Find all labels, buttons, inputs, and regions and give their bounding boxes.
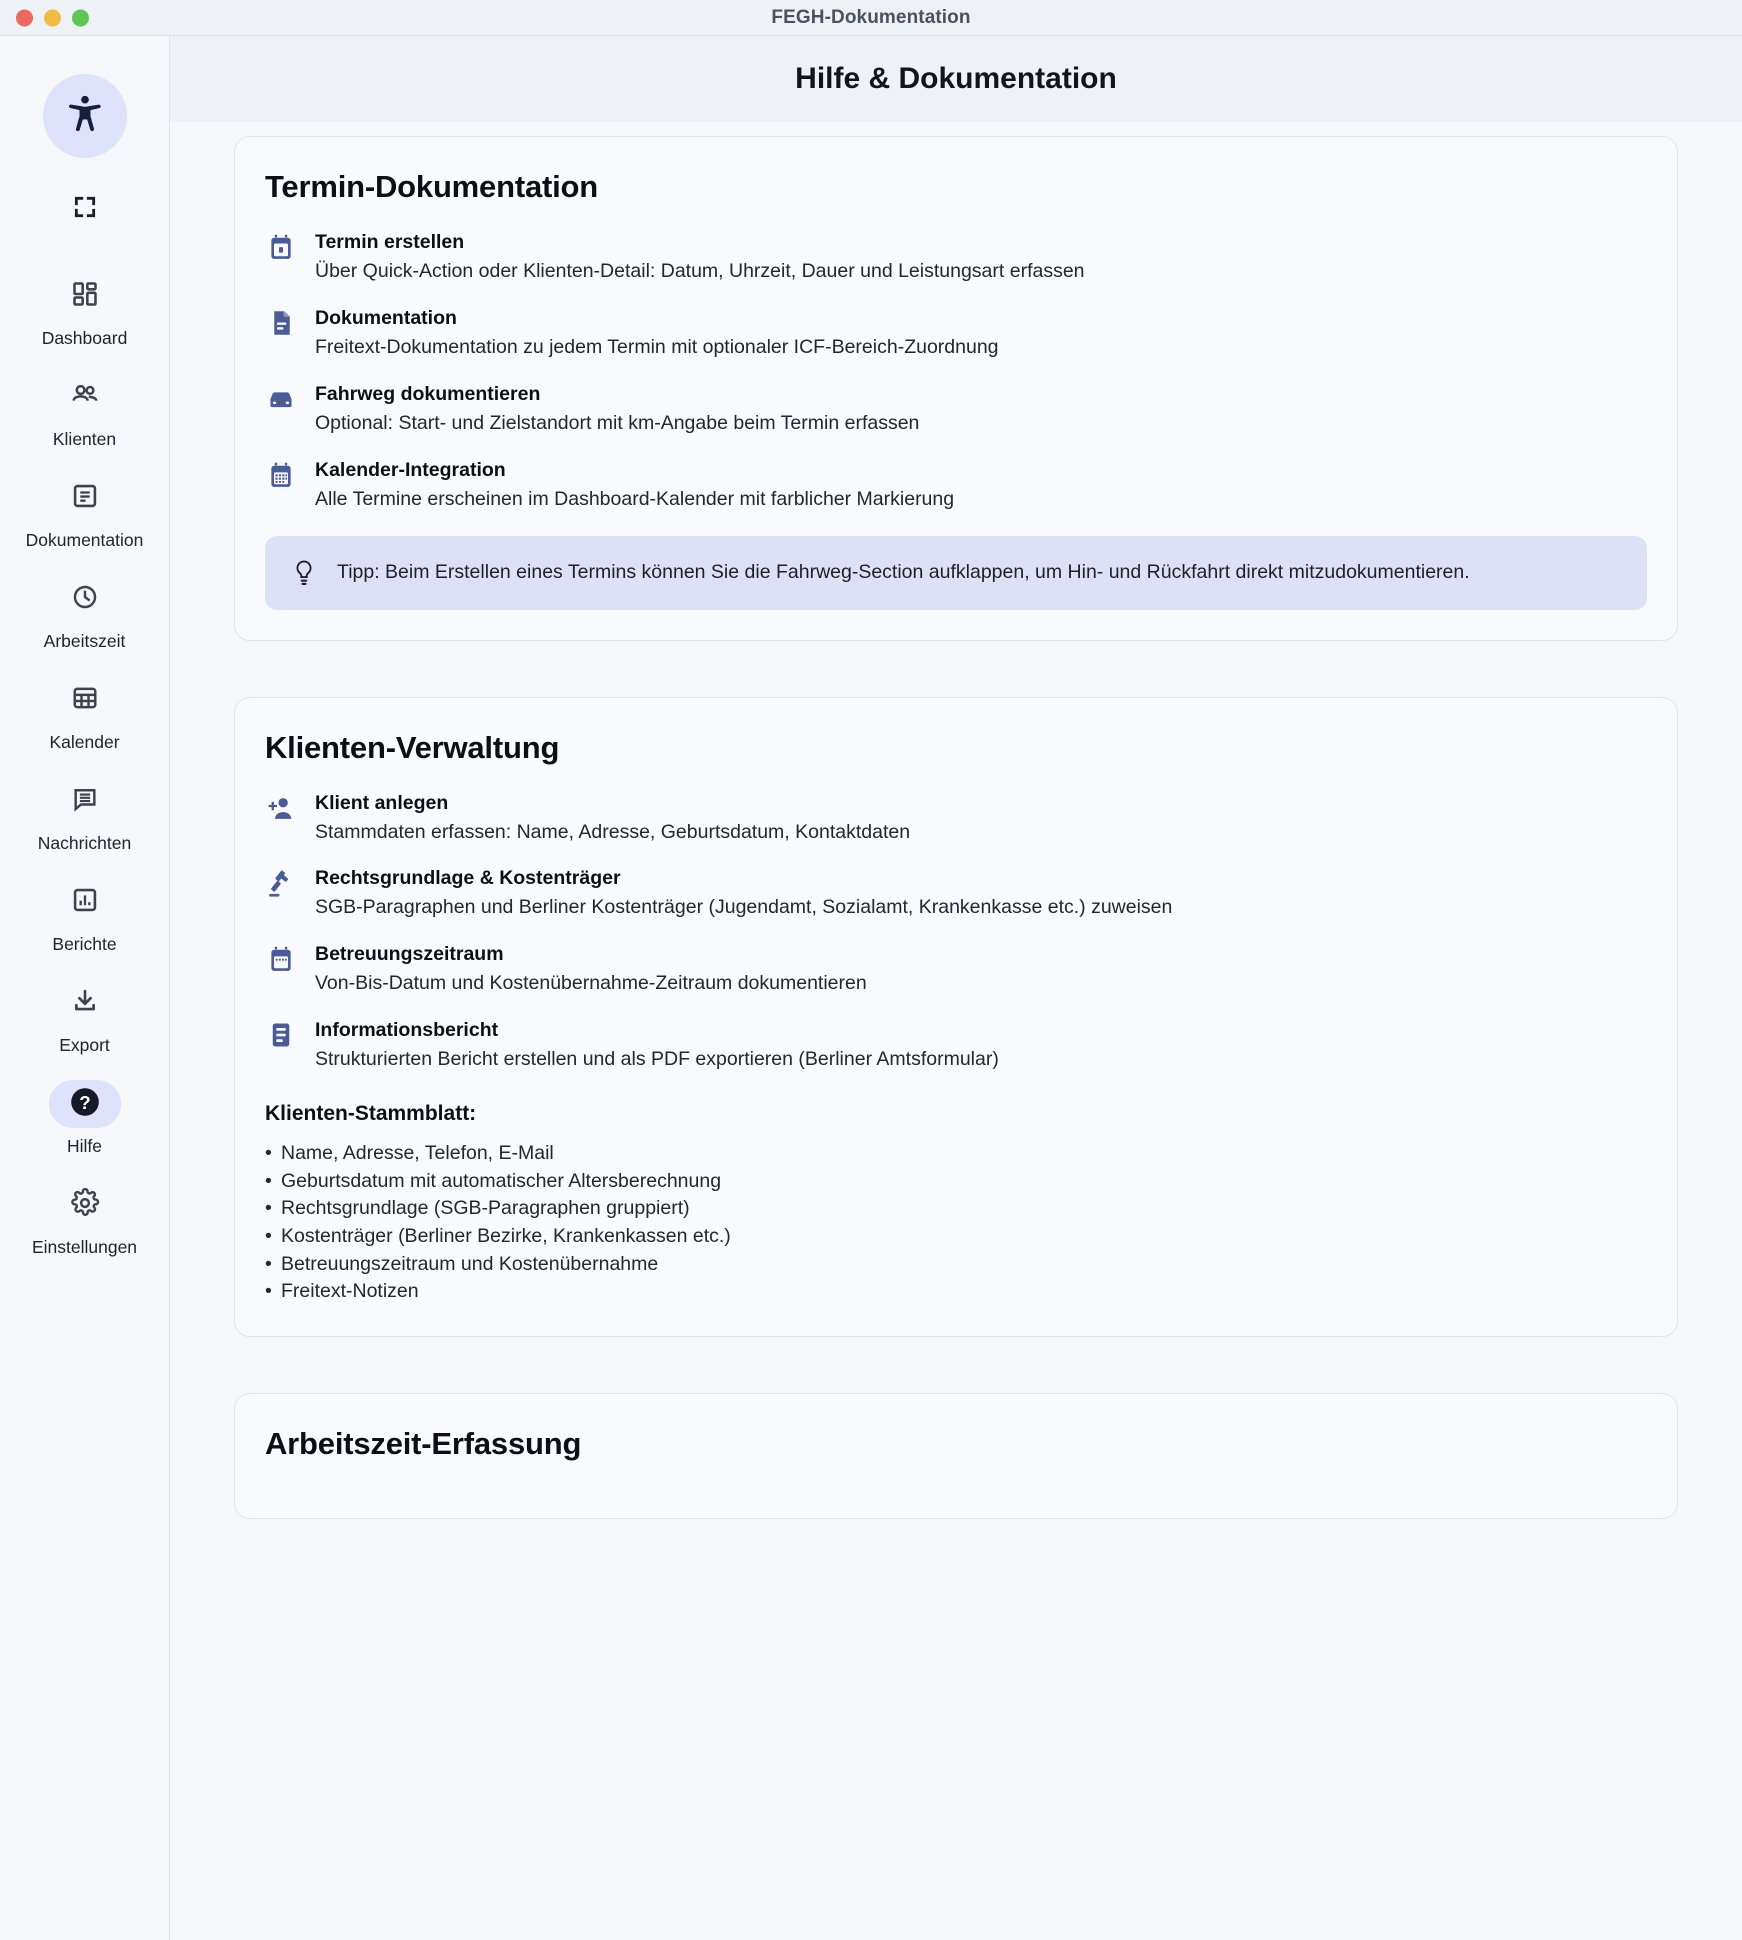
feature-name: Informationsbericht bbox=[315, 1019, 499, 1042]
app-shell bbox=[0, 36, 1742, 1940]
zoom-window-button[interactable] bbox=[72, 9, 89, 26]
sidebar-item-label: Hilfe bbox=[66, 1136, 102, 1156]
lightbulb-icon bbox=[291, 558, 317, 588]
dashboard-grid-icon bbox=[71, 280, 99, 313]
gear-icon bbox=[70, 1188, 100, 1223]
calendar-range-icon bbox=[265, 944, 297, 976]
document-icon bbox=[265, 308, 297, 340]
sidebar bbox=[0, 36, 170, 1940]
feature-item bbox=[265, 459, 1647, 514]
person-add-icon bbox=[265, 793, 297, 825]
calendar-grid-icon bbox=[71, 684, 99, 717]
feature-description: Optional: Start- und Zielstandort mit km-Angabe beim Termin erfassen bbox=[315, 411, 920, 434]
sidebar-item-label: Einstellungen bbox=[31, 1237, 138, 1257]
download-icon bbox=[71, 987, 99, 1020]
card-arbeitszeit-erfassung bbox=[234, 1393, 1678, 1519]
calendar-icon bbox=[265, 460, 297, 492]
sidebar-item-label: Dokumentation bbox=[25, 530, 144, 550]
feature-item bbox=[265, 867, 1647, 922]
accessibility-icon bbox=[63, 92, 107, 141]
feature-description: SGB-Paragraphen und Berliner Kostenträger (Jugendamt, Sozialamt, Krankenkasse etc.) zuweisen bbox=[315, 896, 1173, 919]
question-mark-icon bbox=[67, 1084, 103, 1125]
minimize-window-button[interactable] bbox=[44, 9, 61, 26]
subsection-title: Klienten-Stammblatt: bbox=[265, 1102, 477, 1125]
car-icon bbox=[265, 384, 297, 416]
app-logo bbox=[43, 74, 127, 158]
document-text-icon bbox=[71, 482, 99, 515]
feature-item bbox=[265, 383, 1647, 438]
feature-description: Freitext-Dokumentation zu jedem Termin mit optionaler ICF-Bereich-Zuordnung bbox=[315, 335, 999, 358]
sidebar-item-nachrichten[interactable] bbox=[0, 777, 169, 854]
sidebar-item-hilfe[interactable] bbox=[0, 1080, 169, 1157]
feature-name: Klient anlegen bbox=[315, 791, 449, 814]
feature-name: Dokumentation bbox=[315, 306, 457, 329]
sidebar-item-klienten[interactable] bbox=[0, 373, 169, 450]
sidebar-item-label: Nachrichten bbox=[37, 833, 132, 853]
docs-scroll-container[interactable] bbox=[170, 122, 1742, 1940]
feature-item bbox=[265, 943, 1647, 998]
feature-description: Stammdaten erfassen: Name, Adresse, Geburtsdatum, Kontaktdaten bbox=[315, 820, 911, 843]
window-title: FEGH-Dokumentation bbox=[771, 6, 971, 28]
stammblatt-list bbox=[265, 1140, 1647, 1306]
feature-item bbox=[265, 792, 1647, 847]
window-titlebar bbox=[0, 0, 1742, 36]
close-window-button[interactable] bbox=[16, 9, 33, 26]
bar-chart-icon bbox=[71, 886, 99, 919]
sidebar-item-label: Arbeitszeit bbox=[43, 631, 126, 651]
feature-description: Strukturierten Bericht erstellen und als PDF exportieren (Berliner Amtsformular) bbox=[315, 1048, 999, 1071]
list-item: • Rechtsgrundlage (SGB-Paragraphen gruppiert) bbox=[265, 1195, 1647, 1223]
list-item: • Geburtsdatum mit automatischer Altersberechnung bbox=[265, 1168, 1647, 1196]
tip-box bbox=[265, 536, 1647, 610]
feature-description: Alle Termine erscheinen im Dashboard-Kalender mit farblicher Markierung bbox=[315, 487, 955, 510]
sidebar-item-kalender[interactable] bbox=[0, 676, 169, 753]
sidebar-item-label: Klienten bbox=[52, 429, 117, 449]
tip-text: Tipp: Beim Erstellen eines Termins können Sie die Fahrweg-Section aufklappen, um Hin- und Rückfahrt direkt mitzudokumentieren. bbox=[337, 560, 1470, 583]
card-termin-dokumentation bbox=[234, 136, 1678, 641]
feature-description: Über Quick-Action oder Klienten-Detail: Datum, Uhrzeit, Dauer und Leistungsart erfassen bbox=[315, 260, 1085, 282]
page-header bbox=[170, 36, 1742, 122]
sidebar-item-label: Berichte bbox=[52, 934, 117, 954]
sidebar-item-export[interactable] bbox=[0, 979, 169, 1056]
card-title: Termin-Dokumentation bbox=[265, 169, 598, 204]
card-klienten-verwaltung bbox=[234, 697, 1678, 1338]
clock-icon bbox=[71, 583, 99, 616]
sidebar-item-arbeitszeit[interactable] bbox=[0, 575, 169, 652]
calendar-plus-icon bbox=[265, 232, 297, 264]
feature-name: Termin erstellen bbox=[315, 231, 465, 253]
sidebar-item-label: Dashboard bbox=[41, 328, 128, 348]
window-traffic-lights bbox=[16, 9, 89, 26]
sidebar-item-label: Kalender bbox=[49, 732, 120, 752]
list-item: • Betreuungszeitraum und Kostenübernahme bbox=[265, 1251, 1647, 1279]
card-title: Arbeitszeit-Erfassung bbox=[265, 1426, 582, 1462]
list-item: • Kostenträger (Berliner Bezirke, Krankenkassen etc.) bbox=[265, 1223, 1647, 1251]
sidebar-item-einstellungen[interactable] bbox=[0, 1181, 169, 1258]
people-icon bbox=[70, 380, 100, 415]
feature-name: Rechtsgrundlage & Kostenträger bbox=[315, 867, 621, 890]
feature-item bbox=[265, 1019, 1647, 1074]
feature-description: Von-Bis-Datum und Kostenübernahme-Zeitraum dokumentieren bbox=[315, 972, 867, 995]
list-item: • Freitext-Notizen bbox=[265, 1278, 1647, 1306]
sidebar-item-berichte[interactable] bbox=[0, 878, 169, 955]
feature-name: Fahrweg dokumentieren bbox=[315, 382, 541, 405]
sidebar-item-dokumentation[interactable] bbox=[0, 474, 169, 551]
sidebar-item-dashboard[interactable] bbox=[0, 272, 169, 349]
fullscreen-expand-icon[interactable] bbox=[72, 194, 98, 225]
list-item: • Name, Adresse, Telefon, E-Mail bbox=[265, 1140, 1647, 1168]
chat-message-icon bbox=[71, 785, 99, 818]
main-area bbox=[170, 36, 1742, 1940]
feature-name: Kalender-Integration bbox=[315, 458, 506, 481]
svg-text:?: ? bbox=[78, 1091, 91, 1113]
feature-item bbox=[265, 231, 1647, 286]
feature-item bbox=[265, 307, 1647, 362]
card-title: Klienten-Verwaltung bbox=[265, 729, 560, 765]
sidebar-nav bbox=[0, 272, 169, 1282]
feature-name: Betreuungszeitraum bbox=[315, 943, 504, 966]
sidebar-item-label: Export bbox=[59, 1035, 110, 1055]
report-icon bbox=[265, 1020, 297, 1052]
page-title: Hilfe & Dokumentation bbox=[795, 62, 1117, 95]
gavel-icon bbox=[265, 868, 297, 900]
